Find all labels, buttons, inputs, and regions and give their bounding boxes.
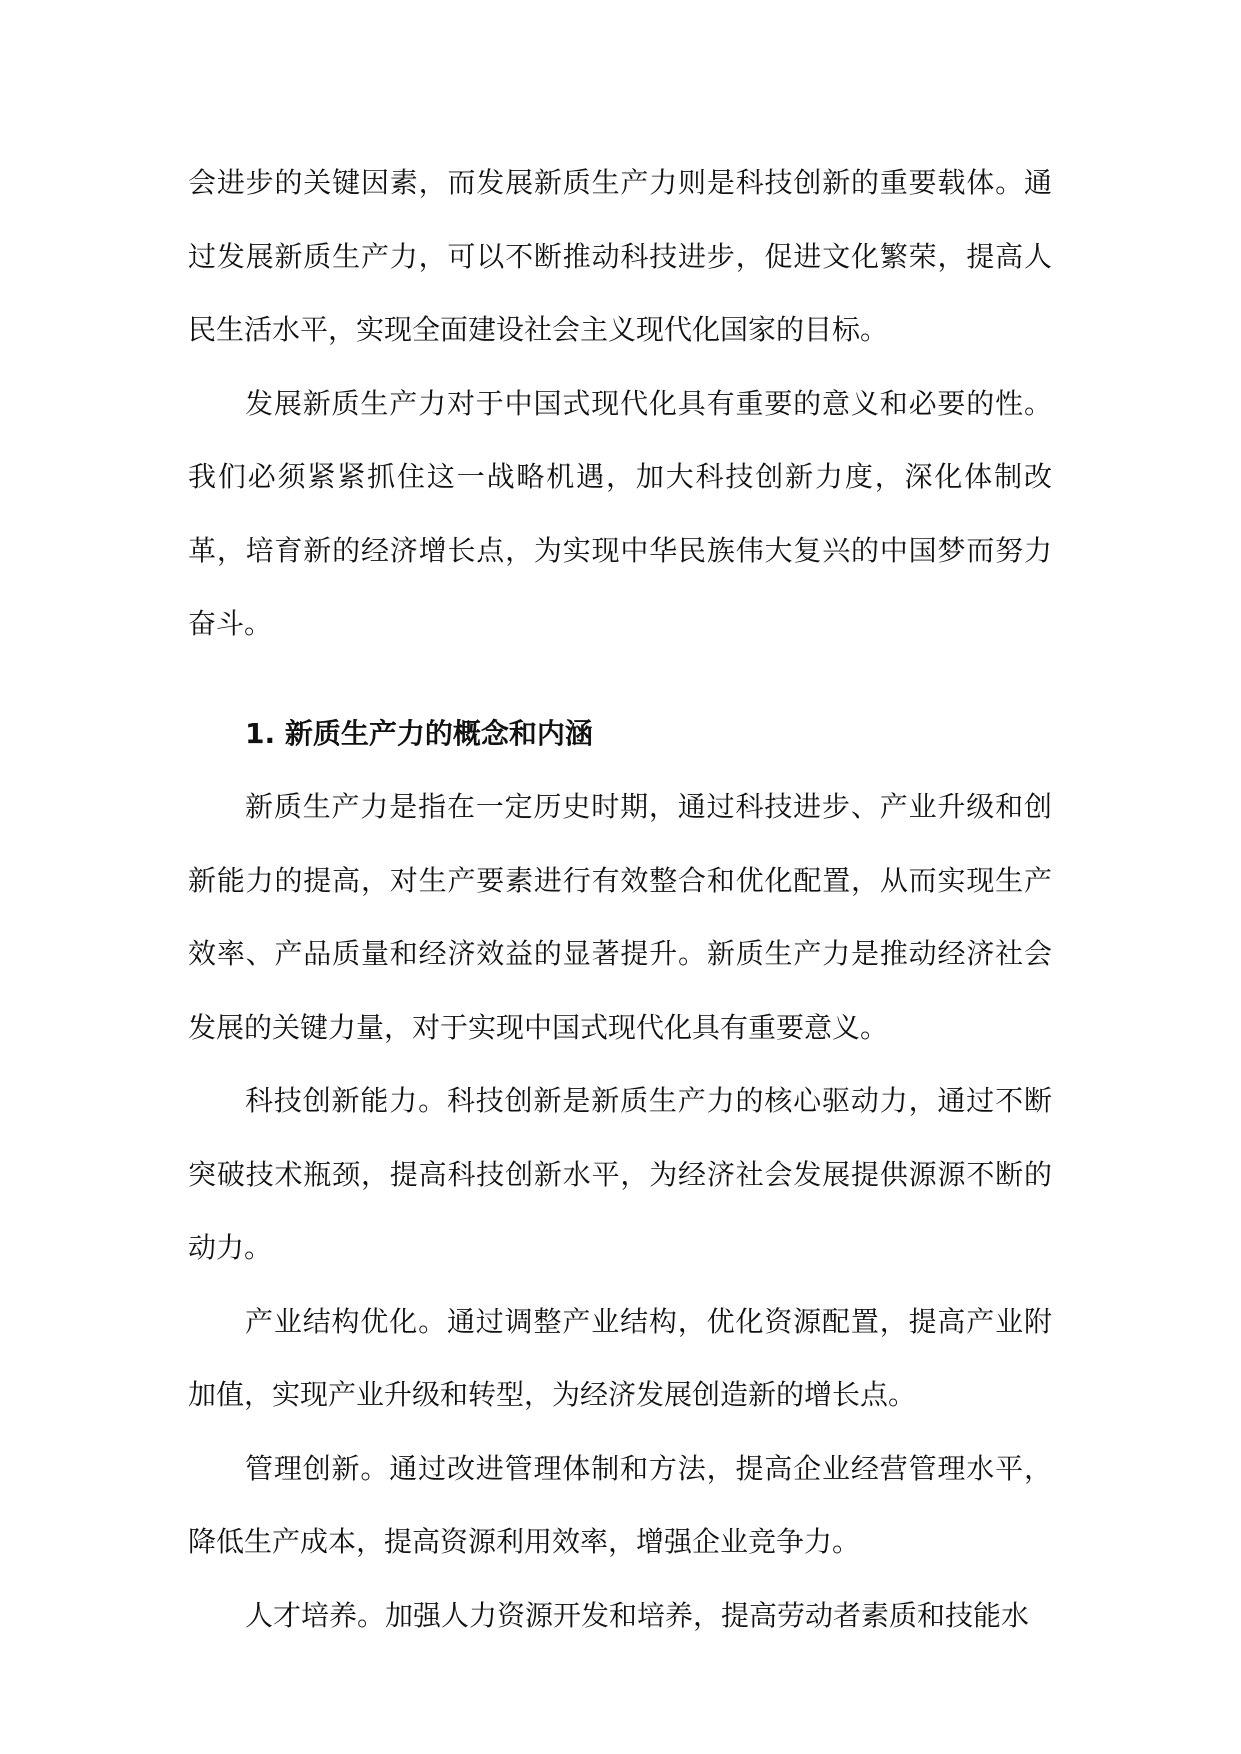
document-body bbox=[188, 146, 1052, 1652]
paragraph-management-innovation: 管理创新。通过改进管理体制和方法，提高企业经营管理水平，降低生产成本，提高资源利用效率，增强企业竞争力。 bbox=[188, 1451, 1052, 1558]
paragraph-continuation: 会进步的关键因素，而发展新质生产力则是科技创新的重要载体。通过发展新质生产力，可以不断推动科技进步，促进文化繁荣，提高人民生活水平，实现全面建设社会主义现代化国家的目标。 bbox=[188, 166, 1052, 346]
paragraph-definition: 新质生产力是指在一定历史时期，通过科技进步、产业升级和创新能力的提高，对生产要素进行有效整合和优化配置，从而实现生产效率、产品质量和经济效益的显著提升。新质生产力是推动经济社会发展的关键力量，对于实现中国式现代化具有重要意义。 bbox=[188, 790, 1052, 1044]
section-heading: 1. 新质生产力的概念和内涵 bbox=[245, 716, 593, 750]
section-spacer bbox=[188, 661, 1052, 697]
paragraph-tech-innovation: 科技创新能力。科技创新是新质生产力的核心驱动力，通过不断突破技术瓶颈，提高科技创新水平，为经济社会发展提供源源不断的动力。 bbox=[188, 1084, 1052, 1264]
paragraph-industrial-structure: 产业结构优化。通过调整产业结构，优化资源配置，提高产业附加值，实现产业升级和转型，为经济发展创造新的增长点。 bbox=[188, 1304, 1052, 1411]
paragraph-significance: 发展新质生产力对于中国式现代化具有重要的意义和必要的性。我们必须紧紧抓住这一战略机遇，加大科技创新力度，深化体制改革，培育新的经济增长点，为实现中华民族伟大复兴的中国梦而努力奋斗。 bbox=[188, 386, 1052, 640]
paragraph-talent-cultivation: 人才培养。加强人力资源开发和培养，提高劳动者素质和技能水 bbox=[245, 1598, 1030, 1632]
